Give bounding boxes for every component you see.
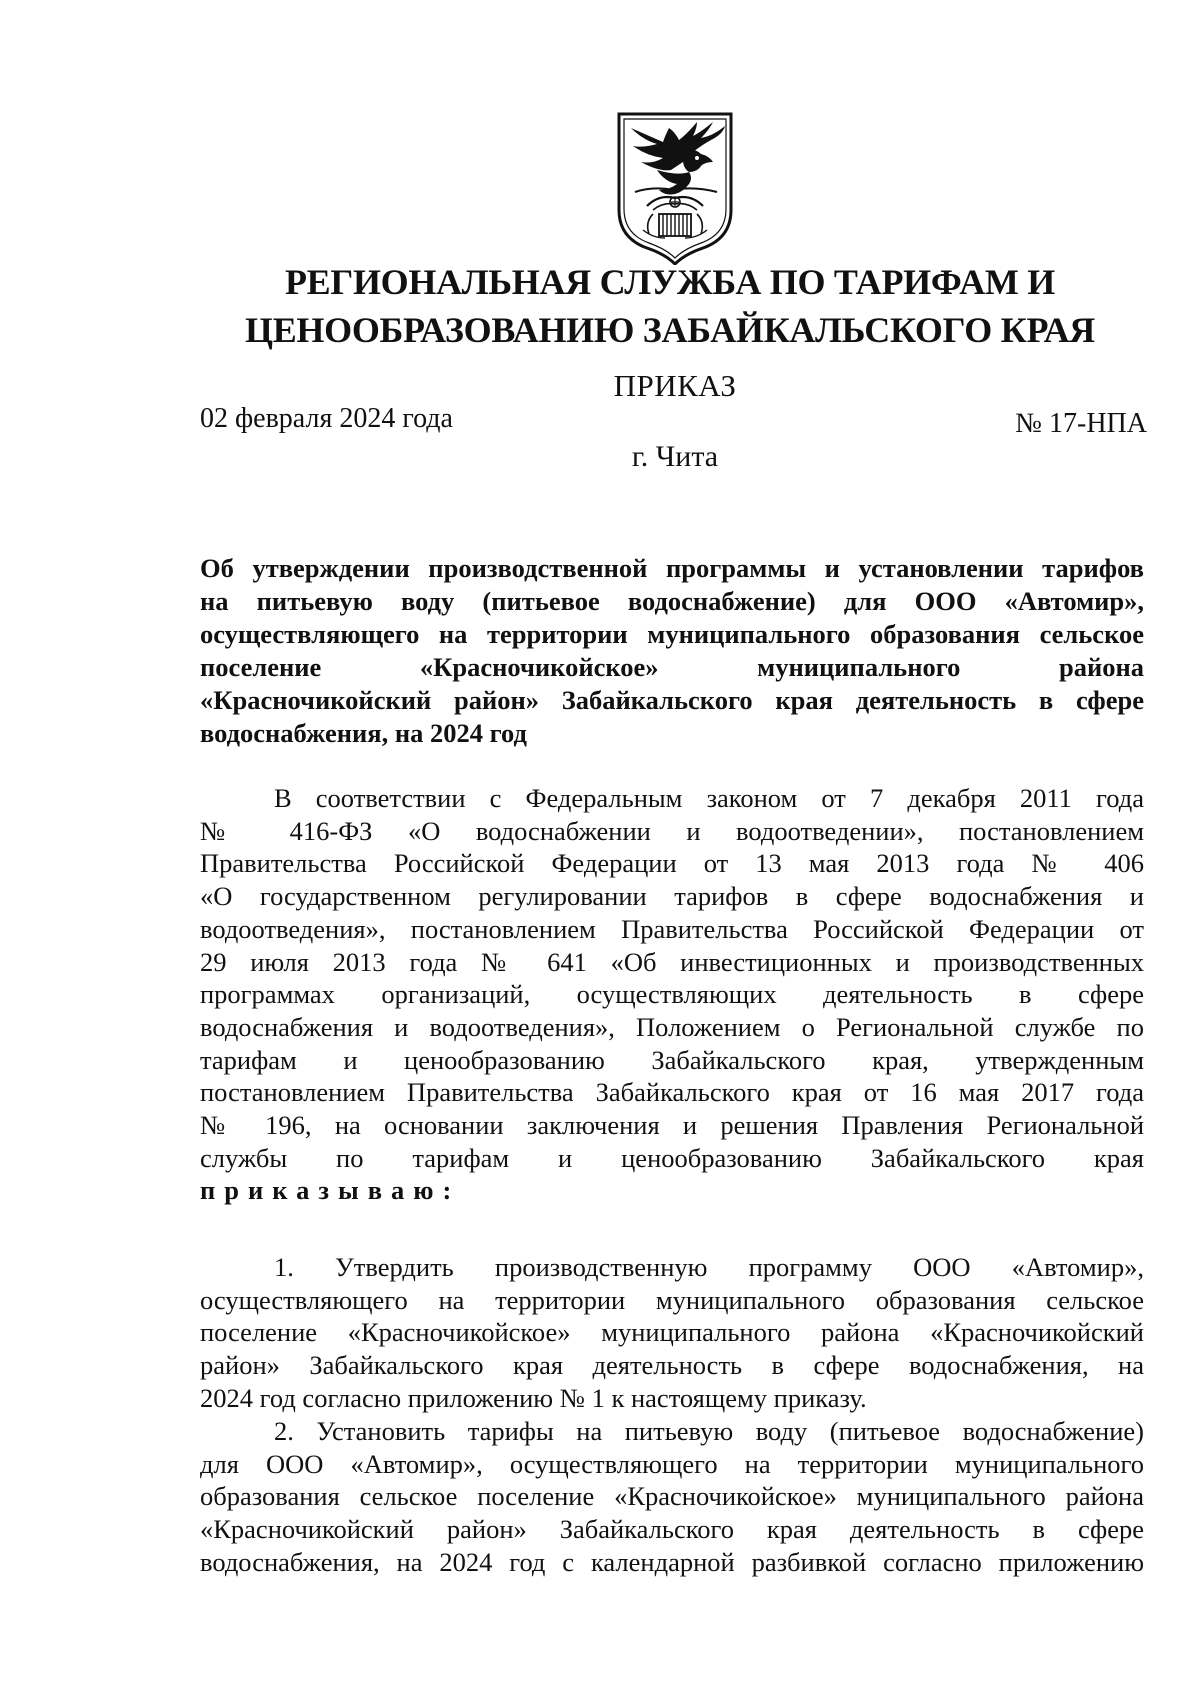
item-2-line: водоснабжения, на 2024 год с календарной разбивкой согласно приложению bbox=[200, 1546, 1144, 1577]
preamble-line: № 196, на основании заключения и решения Правления Региональной bbox=[200, 1110, 1144, 1141]
subject-line: на питьевую воду (питьевое водоснабжение) для ООО «Автомир», bbox=[200, 586, 1144, 616]
preamble-line: постановлением Правительства Забайкальского края от 16 мая 2017 года bbox=[200, 1077, 1144, 1108]
preamble-paragraph bbox=[200, 782, 1144, 1207]
preamble-line: 29 июля 2013 года № 641 «Об инвестиционных и производственных bbox=[200, 946, 1144, 977]
document-date: 02 февраля 2024 года bbox=[200, 403, 453, 434]
document-number: № 17-НПА bbox=[1015, 408, 1147, 439]
preamble-line: программах организаций, осуществляющих деятельность в сфере bbox=[200, 979, 1144, 1010]
order-item-1 bbox=[200, 1251, 1144, 1415]
item-2-line: образования сельское поселение «Красночикойское» муниципального района bbox=[200, 1481, 1144, 1512]
preamble-line: водоотведения», постановлением Правительства Российской Федерации от bbox=[200, 913, 1144, 944]
preamble-line: № 416-ФЗ «О водоснабжении и водоотведении», постановлением bbox=[200, 815, 1144, 846]
subject-line: осуществляющего на территории муниципального образования сельское bbox=[200, 619, 1144, 649]
preamble-line: службы по тарифам и ценообразованию Забайкальского края bbox=[200, 1142, 1144, 1173]
item-1-line: осуществляющего на территории муниципального образования сельское bbox=[200, 1284, 1144, 1315]
document-city: г. Чита bbox=[631, 440, 719, 473]
item-1-line: район» Забайкальского края деятельность в сфере водоснабжения, на bbox=[200, 1350, 1144, 1381]
coat-of-arms-icon bbox=[613, 110, 737, 265]
order-item-2 bbox=[200, 1415, 1144, 1579]
preamble-line: тарифам и ценообразованию Забайкальского края, утвержденным bbox=[200, 1044, 1144, 1075]
preamble-line: Правительства Российской Федерации от 13 мая 2013 года № 406 bbox=[200, 848, 1144, 879]
organization-title bbox=[200, 258, 1140, 354]
item-1-line: 2024 год согласно приложению № 1 к настоящему приказу. bbox=[200, 1382, 867, 1413]
document-subject bbox=[200, 552, 1144, 750]
item-2-line: для ООО «Автомир», осуществляющего на территории муниципального bbox=[200, 1448, 1144, 1479]
subject-line: поселение «Красночикойское» муниципального района bbox=[200, 652, 1144, 682]
document-type: ПРИКАЗ bbox=[613, 368, 737, 403]
organization-title-line-2: ЦЕНООБРАЗОВАНИЮ ЗАБАЙКАЛЬСКОГО КРАЯ bbox=[245, 310, 1095, 350]
preamble-line: водоснабжения и водоотведения», Положением о Региональной службе по bbox=[200, 1011, 1144, 1042]
subject-line: водоснабжения, на 2024 год bbox=[200, 718, 527, 748]
subject-line: «Красночикойский район» Забайкальского края деятельность в сфере bbox=[200, 685, 1144, 715]
item-2-line: 2. Установить тарифы на питьевую воду (питьевое водоснабжение) bbox=[274, 1416, 1144, 1446]
decree-word: приказываю: bbox=[200, 1175, 461, 1206]
preamble-line: «О государственном регулировании тарифов в сфере водоснабжения и bbox=[200, 881, 1144, 912]
item-2-line: «Красночикойский район» Забайкальского края деятельность в сфере bbox=[200, 1514, 1144, 1545]
item-1-line: 1. Утвердить производственную программу ООО «Автомир», bbox=[274, 1252, 1144, 1282]
organization-title-line-1: РЕГИОНАЛЬНАЯ СЛУЖБА ПО ТАРИФАМ И bbox=[284, 262, 1056, 302]
item-1-line: поселение «Красночикойское» муниципального района «Красночикойский bbox=[200, 1317, 1144, 1348]
subject-line: Об утверждении производственной программы и установлении тарифов bbox=[200, 553, 1144, 583]
preamble-line: В соответствии с Федеральным законом от 7 декабря 2011 года bbox=[274, 783, 1144, 813]
